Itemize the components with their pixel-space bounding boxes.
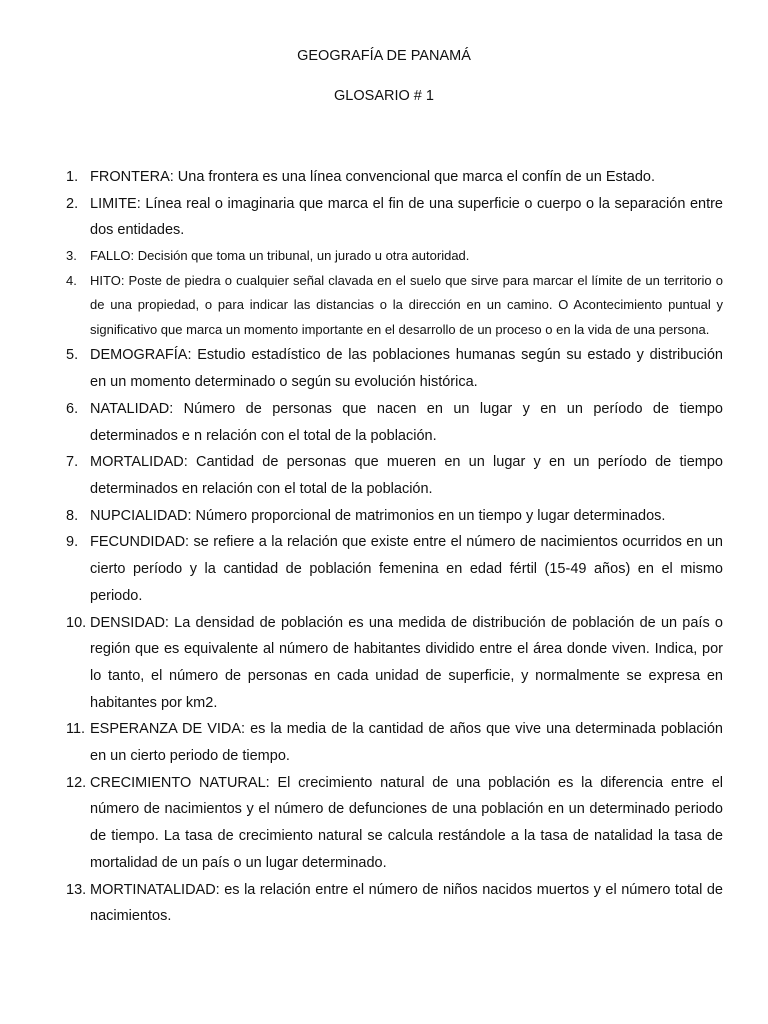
glossary-item-crecimiento-natural bbox=[66, 770, 723, 877]
document-title: GEOGRAFÍA DE PANAMÁ bbox=[297, 48, 471, 64]
item-text: FECUNDIDAD: se refiere a la relación que existe entre el número de nacimientos ocurridos en un cierto período y la cantidad de población femenina en edad fértil (15-49 años) en el mismo periodo. bbox=[90, 534, 723, 604]
item-text: FALLO: Decisión que toma un tribunal, un jurado u otra autoridad. bbox=[90, 248, 470, 264]
glossary-item-mortinatalidad bbox=[66, 877, 723, 930]
item-number: 5. bbox=[66, 347, 79, 364]
glossary-item-frontera bbox=[66, 164, 723, 191]
item-text: MORTALIDAD: Cantidad de personas que mueren en un lugar y en un período de tiempo determinados en relación con el total de la población. bbox=[90, 454, 723, 497]
item-number: 8. bbox=[66, 507, 79, 524]
glossary-item-nupcialidad bbox=[66, 503, 723, 530]
item-text: HITO: Poste de piedra o cualquier señal clavada en el suelo que sirve para marcar el límite de un territorio o de una propiedad, o para indicar las distancias o la dirección en un camino. O Acontecimiento puntual y significativo que marca un momento importante en el desarrollo de un proceso o en la vida de una persona. bbox=[90, 272, 723, 337]
item-number: 1. bbox=[66, 169, 79, 185]
glossary-list bbox=[66, 164, 723, 930]
item-text: NATALIDAD: Número de personas que nacen en un lugar y en un período de tiempo determinados e n relación con el total de la población. bbox=[90, 400, 723, 444]
glossary-item-fallo bbox=[66, 244, 723, 269]
item-text: DEMOGRAFÍA: Estudio estadístico de las poblaciones humanas según su estado y distribución en un momento determinado o según su evolución histórica. bbox=[90, 347, 723, 391]
item-text: MORTINATALIDAD: es la relación entre el número de niños nacidos muertos y el número total de nacimientos. bbox=[90, 881, 723, 925]
item-text: CRECIMIENTO NATURAL: El crecimiento natural de una población es la diferencia entre el número de nacimientos y el número de defunciones de una población en un determinado periodo de tiempo. La tasa de crecimiento natural se calcula restándole a la tasa de natalidad la tasa de mortalidad de un país o un lugar determinado. bbox=[90, 774, 723, 871]
document-subtitle: GLOSARIO # 1 bbox=[334, 88, 434, 104]
item-number: 10. bbox=[66, 614, 87, 631]
glossary-item-natalidad bbox=[66, 396, 723, 449]
item-number: 12. bbox=[66, 774, 87, 791]
item-text: ESPERANZA DE VIDA: es la media de la cantidad de años que vive una determinada población en un cierto periodo de tiempo. bbox=[90, 721, 723, 765]
glossary-item-esperanza-de-vida bbox=[66, 716, 723, 769]
item-text: FRONTERA: Una frontera es una línea convencional que marca el confín de un Estado. bbox=[90, 169, 656, 185]
item-text: DENSIDAD: La densidad de población es una medida de distribución de población de un país o región que es equivalente al número de habitantes dividido entre el área donde viven. Indica, por lo tanto, el número de personas en cada unidad de superficie, y normalmente se expresa en habitantes por km2. bbox=[90, 614, 723, 711]
item-number: 7. bbox=[66, 454, 79, 471]
item-number: 3. bbox=[66, 248, 77, 264]
glossary-item-fecundidad bbox=[66, 529, 723, 609]
item-number: 9. bbox=[66, 534, 79, 551]
glossary-item-demografia bbox=[66, 342, 723, 395]
glossary-item-densidad bbox=[66, 610, 723, 717]
item-number: 2. bbox=[66, 195, 79, 212]
glossary-item-hito bbox=[66, 269, 723, 343]
item-number: 13. bbox=[66, 881, 87, 898]
item-number: 4. bbox=[66, 272, 77, 288]
glossary-item-mortalidad bbox=[66, 449, 723, 502]
item-number: 11. bbox=[66, 721, 86, 738]
glossary-item-limite bbox=[66, 191, 723, 244]
item-number: 6. bbox=[66, 400, 79, 417]
item-text: NUPCIALIDAD: Número proporcional de matrimonios en un tiempo y lugar determinados. bbox=[90, 507, 666, 524]
item-text: LIMITE: Línea real o imaginaria que marca el fin de una superficie o cuerpo o la separación entre dos entidades. bbox=[90, 195, 723, 239]
